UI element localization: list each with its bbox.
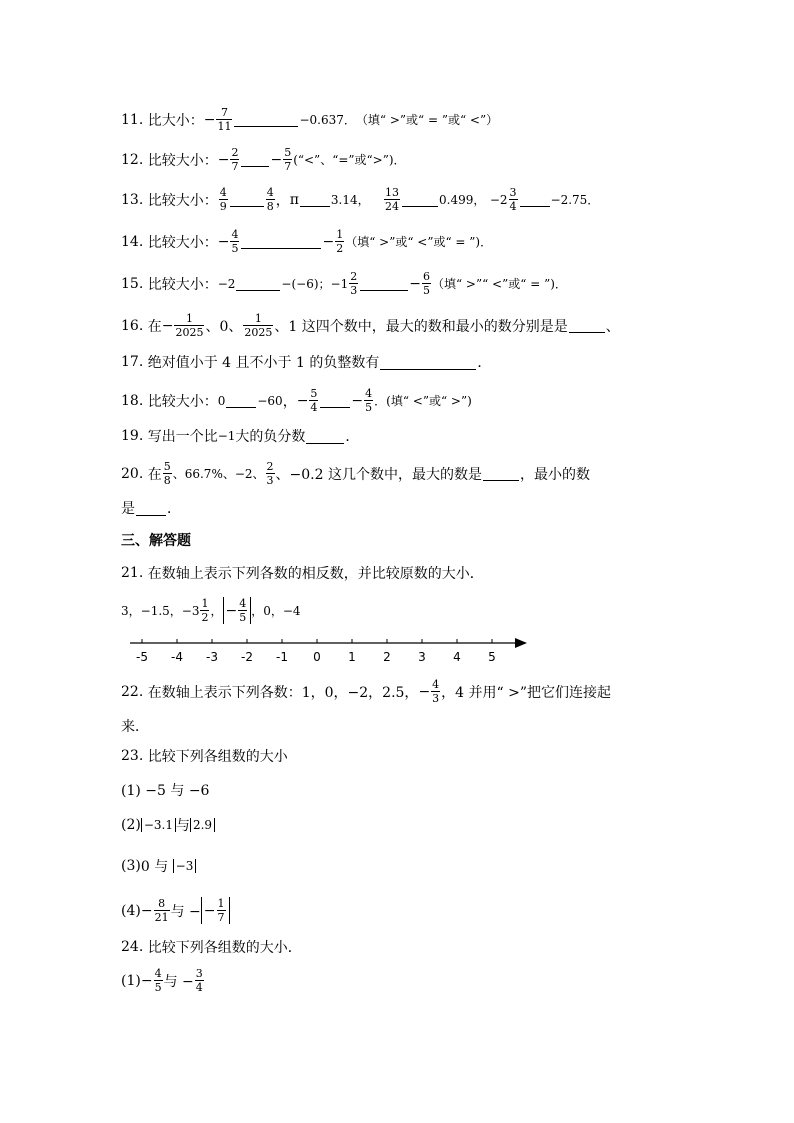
q23-p4-minus: − [140,902,153,919]
question-17 [121,352,491,372]
q20-pre: 在 [147,466,162,483]
q12-fraction-2: $\frac{5}{7}$ [284,146,292,173]
q23-p4-fraction-1: $\frac{8}{21}$ [154,897,169,924]
q23-part-1: (1) −5 与 −6 [121,783,210,799]
tick-label: 0 [313,650,321,664]
q21-number: 21. [121,565,144,581]
answer-blank[interactable] [230,192,264,207]
number-line [125,633,530,665]
q11-minus: − [203,111,216,128]
q18-text: 比较大小： [147,393,218,410]
q17-text: 绝对值小于 4 且不小于 1 的负整数有 [147,355,380,371]
question-16 [121,312,620,339]
q24-text: 比较下列各组数的大小． [147,940,302,956]
q19-text: 写出一个比 [147,429,218,445]
q16-post: 、1 这四个数中，最大的数和最小的数分别是是 [274,318,568,335]
q22-text: 在数轴上表示下列各数：1，0，−2，2.5， [147,684,419,701]
q13-pi: π [289,191,299,208]
q21-fraction-1: $\frac{1}{2}$ [201,597,209,624]
q16-pre: 在 [147,318,162,335]
q21-text: 在数轴上表示下列各数的相反数，并比较原数的大小． [147,566,484,582]
q20-mid: ，最小的数 [519,466,590,483]
tick-label: -1 [276,650,288,664]
q12-minus-2: − [270,151,283,168]
q23-number: 23. [121,748,144,764]
q20-fraction-1: $\frac{5}{8}$ [163,460,171,487]
q13-mixed-whole: −2 [489,192,508,207]
absolute-value: −3 [173,859,197,873]
q18-fraction-1: $\frac{5}{4}$ [310,387,318,414]
absolute-value: −3.1 [141,818,176,832]
q14-minus-2: − [322,233,335,250]
answer-blank[interactable] [241,152,269,167]
q18-number: 18. [121,392,144,409]
q14-text: 比较大小： [147,234,218,251]
q23-p4-label: (4) [121,902,141,919]
answer-blank[interactable] [226,393,256,408]
tick-label: 3 [418,650,426,664]
q20-fraction-2: $\frac{2}{3}$ [266,460,274,487]
q15-mixed-whole: −1 [330,276,349,291]
q13-value-275: −2.75． [550,193,600,207]
q21-nums-a: 3，−1.5， [121,604,182,618]
q18-value-60: −60 [257,393,283,408]
q24-minus: − [140,972,153,989]
q23-p3-label: (3) [121,858,141,874]
tick-label: 1 [348,650,356,664]
answer-blank[interactable] [520,192,550,207]
q24-number: 24. [121,939,144,955]
q16-fraction-1: $\frac{1}{2025}$ [175,312,204,339]
q14-minus: − [217,233,230,250]
q14-hint: （填“ >”或“ <”或“ = ”)． [345,235,493,249]
q12-minus: − [217,151,230,168]
question-23 [121,746,288,766]
q18-minus-2: − [351,392,364,409]
q20-items: 、66.7%、−2、 [172,467,265,481]
q13-text: 比较大小： [147,192,218,209]
q23-part-4 [121,897,230,924]
q24-mid: 与 − [163,973,194,990]
q19-text-2: 大的负分数 [235,429,306,445]
question-22 [121,678,611,705]
q13-fraction-2: $\frac{4}{8}$ [266,186,274,213]
q18-zero: 0 [217,393,226,408]
q17-number: 17. [121,354,144,370]
q15-value-b: −(−6)； [281,277,331,291]
q22-minus: − [418,683,431,700]
q23-p4-mid: 与 − [170,903,201,920]
absolute-value [201,897,230,924]
question-24 [121,937,302,957]
q24-fraction-2: $\frac{3}{4}$ [195,967,203,994]
q11-number: 11. [121,111,144,128]
question-21-numbers [121,597,301,624]
q16-tail: 、 [605,318,620,335]
q23-p4-minus-2: − [203,902,216,919]
answer-blank[interactable] [320,393,350,408]
answer-blank[interactable] [483,466,519,481]
q20-end: ． [167,501,181,517]
q22-number: 22. [121,683,144,700]
q12-hint: (“<”、“=”或“>”)． [293,153,406,167]
answer-blank[interactable] [300,192,330,207]
q13-fraction-4: $\frac{3}{4}$ [509,186,517,213]
q22-fraction: $\frac{4}{3}$ [432,678,440,705]
q23-text: 比较下列各组数的大小 [147,749,288,765]
q16-number: 16. [121,317,144,334]
q21-comma: ， [210,604,223,618]
q12-number: 12. [121,151,144,168]
q18-comma: ， [282,393,297,410]
question-22-line-2: 来． [121,719,149,735]
question-13 [121,186,599,213]
q23-part-3 [121,856,196,876]
q17-end: ． [477,355,492,371]
tick-label: 4 [453,650,461,664]
q13-fraction-3: $\frac{13}{24}$ [385,186,400,213]
q24-p1-label: (1) [121,972,141,989]
question-15 [121,270,567,297]
q11-text: 比大小： [147,112,204,129]
q13-number: 13. [121,191,144,208]
q11-right: −0.637． [299,113,356,127]
q15-number: 15. [121,275,144,292]
question-14 [121,228,492,255]
q15-value-a: −2 [217,276,236,291]
q14-fraction-2: $\frac{1}{2}$ [336,228,344,255]
q13-comma: ， [275,192,290,209]
q12-fraction-1: $\frac{2}{7}$ [231,146,239,173]
tick-label: -4 [171,650,183,664]
q24-fraction-1: $\frac{4}{5}$ [154,967,162,994]
q20-number: 20. [121,465,144,482]
tick-label: -3 [206,650,218,664]
question-20 [121,460,590,487]
q11-hint: （填“ >”或“ = ”或“ <”） [355,113,499,127]
q11-fraction: $\frac{7}{11}$ [217,106,232,133]
answer-blank[interactable] [236,276,280,291]
answer-blank[interactable] [306,429,344,444]
q15-fraction-1: $\frac{2}{3}$ [350,270,358,297]
q22-text-2: ，4 并用“ >”把它们连接起 [441,684,612,701]
q16-sep: 、0、 [205,318,243,335]
q24-part-1 [121,967,205,994]
q13-value-314: 3.14， [330,193,370,207]
q23-p4-fraction-2: $\frac{1}{7}$ [217,897,225,924]
answer-blank[interactable] [402,192,438,207]
q21-fraction-2: $\frac{4}{5}$ [239,597,247,624]
absolute-value: 2.9 [190,818,215,832]
q23-p2-label: (2) [121,817,141,833]
q23-p2-mid: 与 [175,818,190,834]
q21-mixed-whole: −3 [181,603,200,618]
q21-abs-minus: − [225,602,238,619]
answer-blank[interactable] [241,234,321,249]
q15-minus: − [409,275,421,292]
q18-minus: − [296,392,309,409]
q15-hint: （填“ >”“ <”或“ = ”)． [431,277,567,291]
section-heading: 三、解答题 [121,533,191,549]
absolute-value [223,597,252,624]
answer-blank[interactable] [569,318,605,333]
q20-line-2: 是 [121,501,135,517]
q16-minus: − [161,317,174,334]
answer-blank[interactable] [360,276,408,291]
question-21 [121,563,484,583]
q16-fraction-2: $\frac{1}{2025}$ [244,312,273,339]
tick-label: 2 [383,650,391,664]
q23-part-2 [121,815,215,835]
q19-value: −1 [217,429,236,443]
q12-text: 比较大小： [147,152,218,169]
q21-nums-b: ，0，−4 [251,604,301,618]
arrow-icon [515,638,527,648]
q14-number: 14. [121,233,144,250]
q20-post: 、−0.2 这几个数中，最大的数是 [275,466,482,483]
q19-number: 19. [121,428,144,444]
q23-p3-a: 0 与 [140,859,169,875]
answer-blank[interactable] [136,501,166,516]
tick-label: -5 [136,650,148,664]
q19-end: ． [345,429,360,445]
q15-fraction-2: $\frac{6}{5}$ [422,270,430,297]
q14-fraction-1: $\frac{4}{5}$ [231,228,239,255]
q13-value-0499: 0.499， [439,193,486,207]
question-20-line-2 [121,498,181,518]
answer-blank[interactable] [380,355,476,370]
tick-label: 5 [488,650,496,664]
q13-fraction-1: $\frac{4}{9}$ [219,186,227,213]
question-19 [121,426,359,446]
q18-fraction-2: $\frac{4}{5}$ [365,387,373,414]
q15-text: 比较大小： [147,276,218,293]
answer-blank[interactable] [234,112,298,127]
q18-hint: ．(填“ <”或“ >”) [374,394,472,408]
question-12 [121,146,406,173]
question-18 [121,387,472,414]
question-11 [121,106,498,133]
tick-label: -2 [241,650,253,664]
